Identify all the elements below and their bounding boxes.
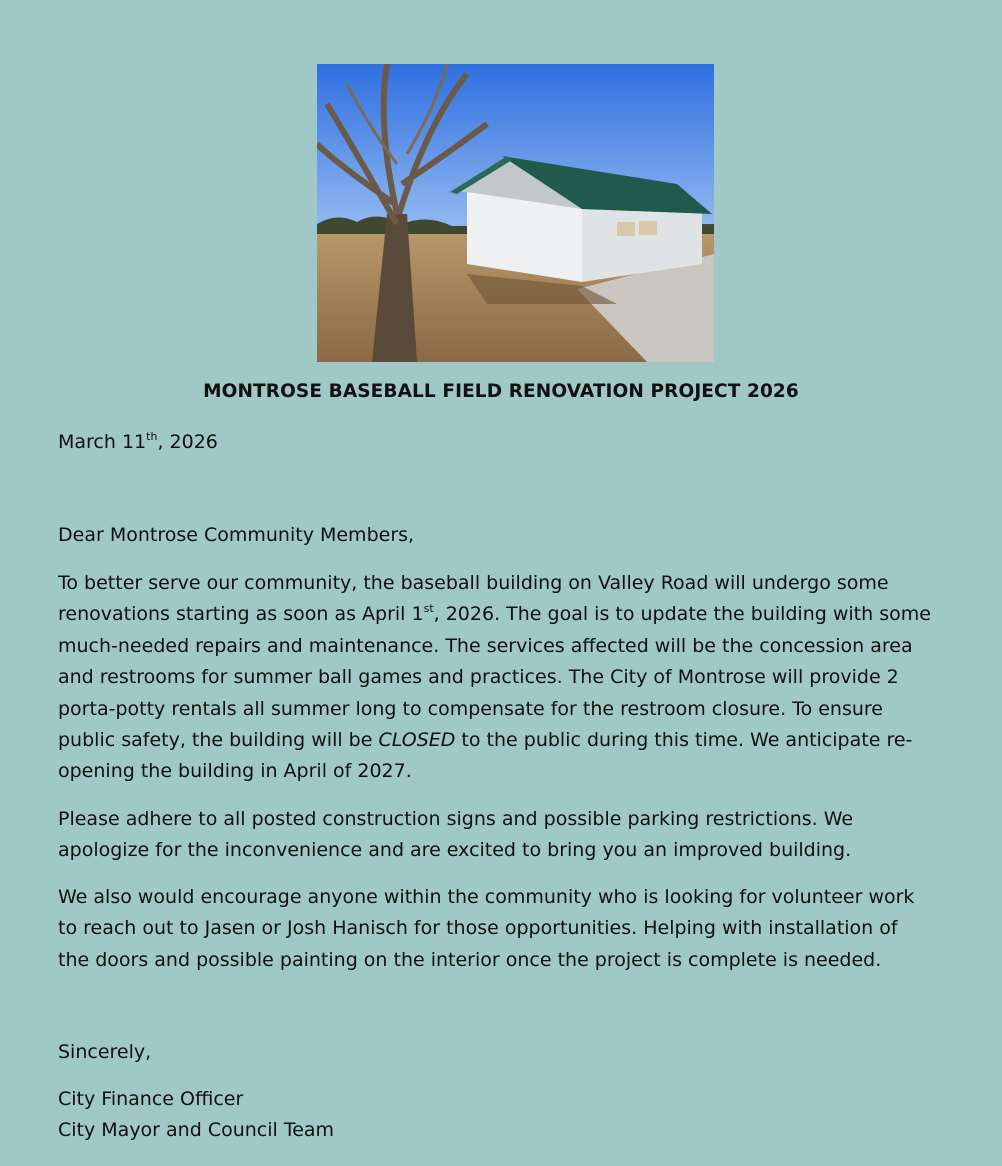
paragraph-volunteer — [58, 882, 914, 976]
para3-line: to reach out to Jasen or Josh Hanisch for those opportunities. Helping with installation of — [58, 917, 898, 940]
page-title: MONTROSE BASEBALL FIELD RENOVATION PROJECT 2026 — [203, 381, 799, 402]
date-year: , 2026 — [157, 431, 218, 453]
para1-line: porta-potty rentals all summer long to compensate for the restroom closure. To ensure — [58, 697, 883, 720]
signature-line: City Finance Officer — [58, 1088, 244, 1110]
paragraph-announcement — [58, 568, 931, 788]
para1-line: public safety, the building will be CLOSED to the public during this time. We anticipate re- — [58, 729, 913, 752]
signature-line: City Mayor and Council Team — [58, 1119, 335, 1142]
date-text: March 11 — [58, 431, 147, 453]
para3-line: the doors and possible painting on the interior once the project is complete is needed. — [58, 948, 882, 971]
para1-line: To better serve our community, the baseball building on Valley Road will undergo some — [58, 572, 889, 594]
letter-date — [58, 427, 218, 458]
closing: Sincerely, — [58, 1041, 152, 1063]
para1-line: and restrooms for summer ball games and practices. The City of Montrose will provide 2 — [58, 666, 899, 689]
closed-emphasis: CLOSED — [378, 729, 456, 752]
para2-line: Please adhere to all posted construction signs and possible parking restrictions. We — [58, 808, 854, 830]
para1-line: opening the building in April of 2027. — [58, 760, 412, 783]
date-ordinal-suffix: th — [146, 430, 158, 443]
para1-line: renovations starting as soon as April 1st, 2026. The goal is to update the building with some — [58, 602, 931, 626]
para3-line: We also would encourage anyone within the community who is looking for volunteer work — [58, 886, 915, 908]
para1-line: much-needed repairs and maintenance. The services affected will be the concession area — [58, 634, 913, 657]
ordinal-suffix: st — [423, 602, 434, 616]
paragraph-construction-notice — [58, 804, 853, 867]
para2-line: apologize for the inconvenience and are excited to bring you an improved building. — [58, 839, 852, 862]
greeting: Dear Montrose Community Members, — [58, 524, 415, 546]
signature-block — [58, 1084, 334, 1147]
baseball-building-photo — [317, 64, 714, 362]
